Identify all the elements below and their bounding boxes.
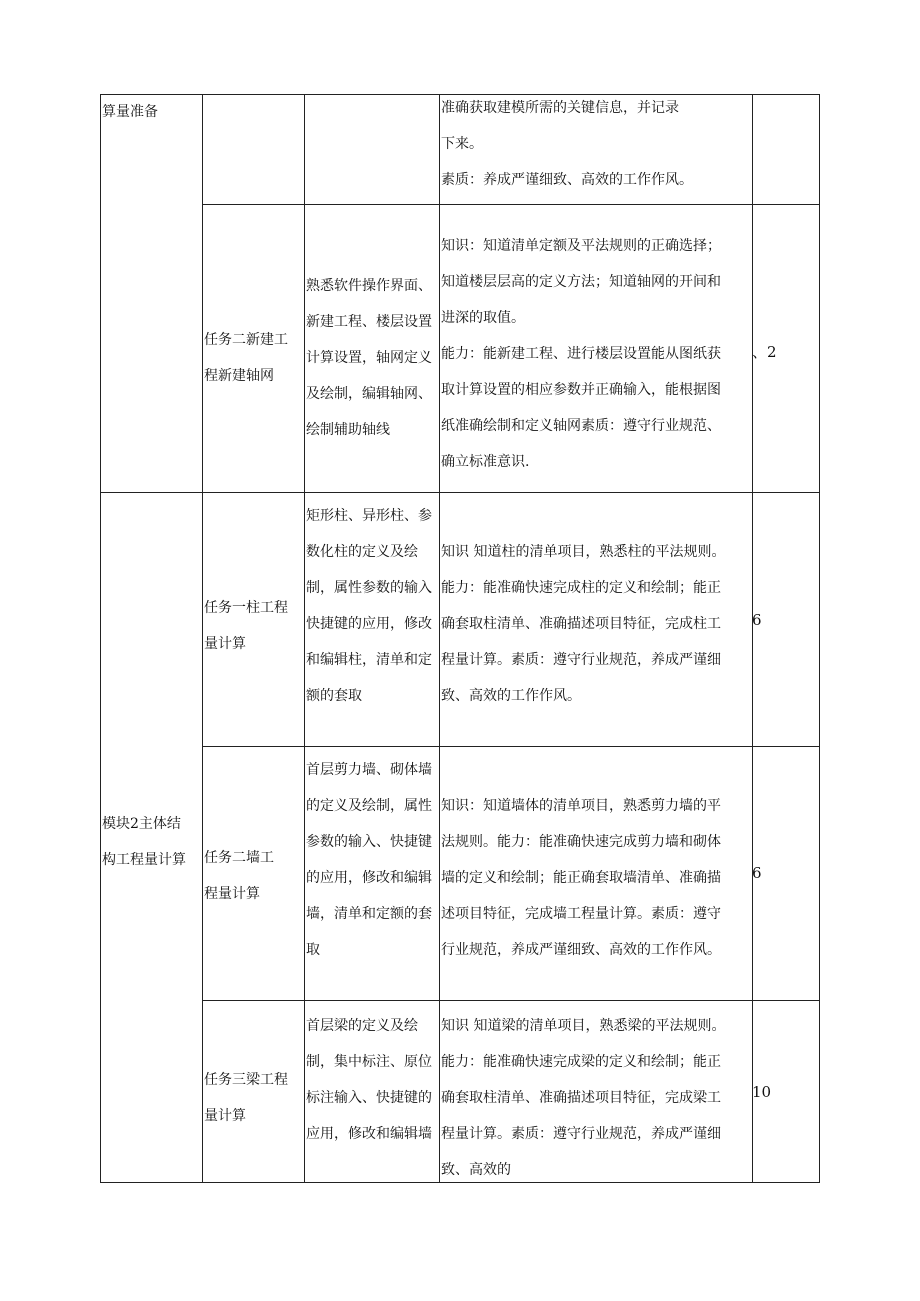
row-divider (202, 1000, 820, 1001)
requirement-cell: 知识：知道清单定额及平法规则的正确选择； 知道楼层层高的定义方法；知道轴网的开间和 进深的取值。 能力：能新建工程、进行楼层设置能从图纸获 取计算设置的相应参数并正确输入，能根据图 纸准确绘制和定义轴网素质：遵守行业规范、 确立标准意识. (441, 238, 721, 470)
hours-cell: 6 (752, 864, 762, 882)
task-cell: 任务一柱工程 量计算 (204, 600, 288, 652)
module-cell: 模块2主体结 构工程量计算 (102, 816, 186, 868)
row-divider (100, 492, 820, 493)
task-cell: 任务二新建工 程新建轴网 (204, 332, 288, 384)
module-cell: 算量准备 (102, 104, 158, 120)
requirement-cell: 知识 知道柱的清单项目，熟悉柱的平法规则。 能力：能准确快速完成柱的定义和绘制；能正 确套取柱清单、准确描述项目特征，完成柱工 程量计算。素质：遵守行业规范，养成严谨细 致、高效的工作作风。 (441, 544, 726, 704)
hours-cell: 10 (752, 1083, 772, 1101)
hours-cell: 6 (752, 611, 762, 629)
table-border-left (100, 94, 101, 1183)
content-cell: 矩形柱、异形柱、参 数化柱的定义及绘 制，属性参数的输入 快捷键的应用，修改 和编辑柱，清单和定 额的套取 (306, 508, 432, 704)
row-divider (202, 746, 820, 747)
row-divider (202, 204, 820, 205)
content-cell: 首层梁的定义及绘 制，集中标注、原位 标注输入、快捷键的 应用，修改和编辑墙 (306, 1018, 432, 1142)
column-divider (202, 94, 203, 1183)
column-divider (304, 94, 305, 1183)
content-cell: 首层剪力墙、砌体墙 的定义及绘制，属性 参数的输入、快捷键 的应用，修改和编辑 墙，清单和定额的套 取 (306, 762, 432, 958)
task-cell: 任务二墙工 程量计算 (204, 850, 274, 902)
requirement-cell: 准确获取建模所需的关键信息，并记录 下来。 素质：养成严谨细致、高效的工作作风。 (441, 100, 693, 188)
requirement-cell: 知识 知道梁的清单项目，熟悉梁的平法规则。 能力：能准确快速完成梁的定义和绘制；能正 确套取柱清单、准确描述项目特征，完成梁工 程量计算。素质：遵守行业规范，养成严谨细 致、高效的 (441, 1018, 726, 1178)
table-border-right (819, 94, 820, 1183)
task-cell: 任务三梁工程 量计算 (204, 1072, 288, 1124)
requirement-cell: 知识：知道墙体的清单项目，熟悉剪力墙的平 法规则。能力：能准确快速完成剪力墙和砌体 墙的定义和绘制；能正确套取墙清单、准确描 述项目特征，完成墙工程量计算。素质：遵守 行业规范，养成严谨细致、高效的工作作风。 (441, 798, 721, 958)
hours-cell: 、2 (752, 343, 777, 361)
content-cell: 熟悉软件操作界面、 新建工程、楼层设置 计算设置，轴网定义 及绘制，编辑轴网、 绘制辅助轴线 (306, 278, 432, 438)
